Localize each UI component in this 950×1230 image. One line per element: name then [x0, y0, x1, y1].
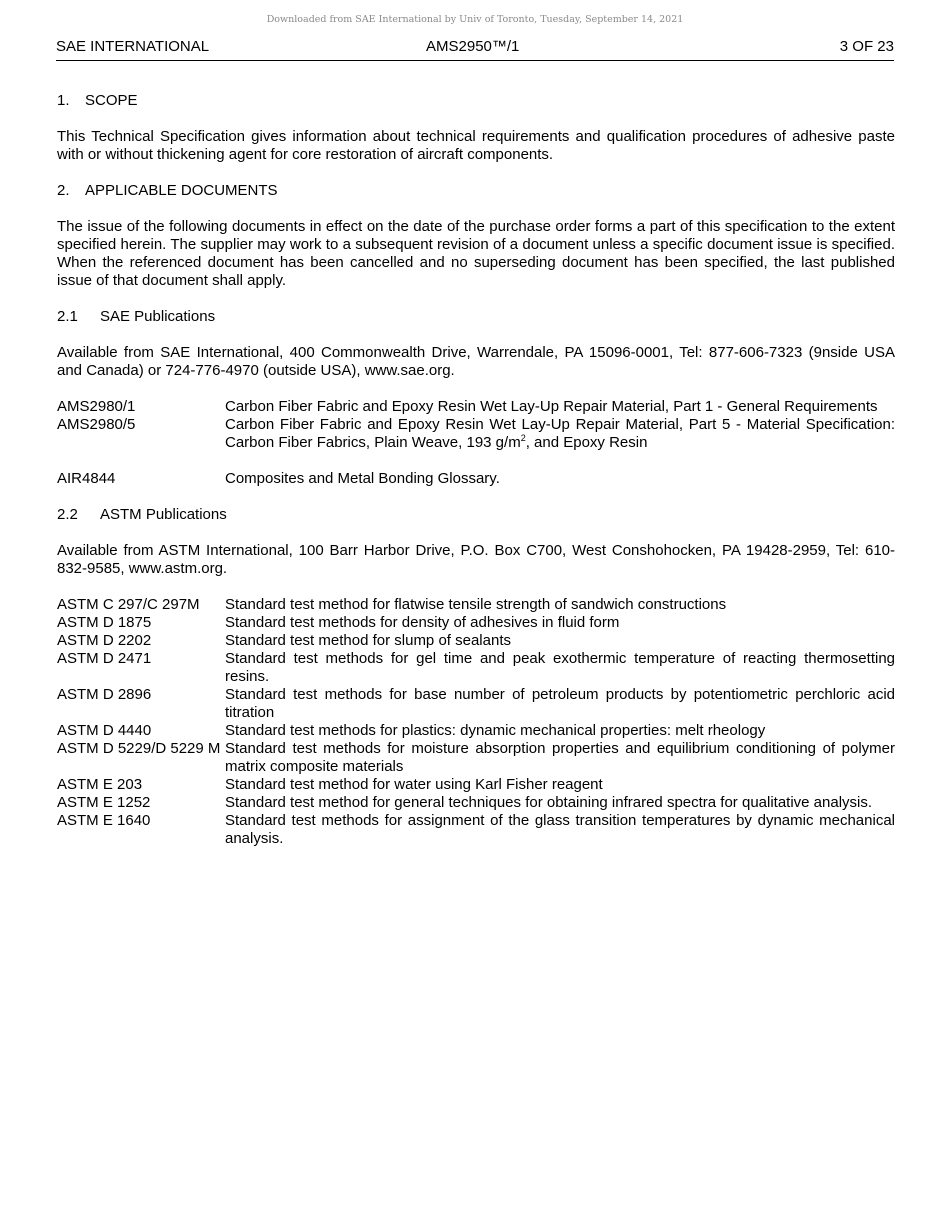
reference-entry [57, 398, 895, 416]
astm-reference-list [57, 596, 895, 848]
reference-title: Standard test methods for moisture absorption properties and equilibrium conditioning of polymer matrix composite materials [225, 740, 895, 775]
reference-title-text: Carbon Fiber Fabric and Epoxy Resin Wet Lay-Up Repair Material, Part 5 - Material Specification: Carbon Fiber Fabrics, Plain Weave, 193 g/m [225, 416, 895, 451]
reference-entry [57, 650, 895, 686]
sae-availability-paragraph: Available from SAE International, 400 Commonwealth Drive, Warrendale, PA 15096-0001, Tel: 877-606-7323 (9nside USA and Canada) or 724-776-4970 (outside USA), www.sae.org. [57, 344, 895, 379]
reference-code: ASTM D 5229/D 5229 M [57, 740, 221, 757]
reference-entry [57, 686, 895, 722]
reference-title: Standard test method for flatwise tensile strength of sandwich constructions [225, 596, 727, 613]
reference-code: ASTM D 4440 [57, 722, 152, 739]
section-title: SAE Publications [100, 308, 216, 325]
reference-entry [57, 794, 895, 812]
reference-code: ASTM D 2471 [57, 650, 152, 667]
scope-paragraph: This Technical Specification gives information about technical requirements and qualification procedures of adhesive paste with or without thickening agent for core restoration of aircraft components. [57, 128, 895, 163]
applicable-documents-paragraph: The issue of the following documents in effect on the date of the purchase order forms a part of this specification to the extent specified herein. The supplier may work to a subsequent revision of a document unless a specific document issue is specified. When the referenced document has been cancelled and no superseding document has been specified, the last published issue of that document shall apply. [57, 218, 895, 289]
reference-title: Standard test method for slump of sealants [225, 632, 511, 649]
reference-title: Standard test methods for base number of petroleum products by potentiometric perchloric acid titration [225, 686, 895, 721]
reference-code: ASTM D 1875 [57, 614, 152, 631]
sae-reference-list [57, 398, 895, 452]
glossary-reference-list [57, 470, 895, 488]
reference-entry [57, 416, 895, 452]
reference-code: ASTM C 297/C 297M [57, 596, 200, 613]
header-page-number: 3 OF 23 [839, 38, 894, 55]
reference-entry [57, 722, 895, 740]
reference-entry [57, 470, 895, 488]
reference-entry [57, 632, 895, 650]
section-heading-sae-publications [57, 308, 895, 326]
reference-entry [57, 776, 895, 794]
header-doc-number: AMS2950™/1 [426, 38, 520, 55]
reference-code: AIR4844 [57, 470, 116, 487]
reference-entry [57, 812, 895, 848]
section-title: SCOPE [85, 92, 138, 109]
download-watermark: Downloaded from SAE International by Univ of Toronto, Tuesday, September 14, 2021 [266, 14, 684, 25]
reference-entry [57, 740, 895, 776]
section-number: 2. [57, 182, 70, 199]
reference-code: ASTM D 2896 [57, 686, 152, 703]
section-title: APPLICABLE DOCUMENTS [85, 182, 278, 199]
section-heading-scope [57, 92, 895, 110]
reference-entry [57, 596, 895, 614]
section-number: 1. [57, 92, 70, 109]
reference-code: ASTM E 1252 [57, 794, 151, 811]
reference-title: Standard test methods for density of adhesives in fluid form [225, 614, 620, 631]
superscript-exponent: 2 [520, 433, 526, 443]
header-organization: SAE INTERNATIONAL [56, 38, 210, 55]
section-title: ASTM Publications [100, 506, 227, 523]
reference-code: ASTM E 203 [57, 776, 143, 793]
reference-title: Standard test methods for plastics: dynamic mechanical properties: melt rheology [225, 722, 766, 739]
reference-code: AMS2980/1 [57, 398, 136, 415]
reference-title: Standard test methods for gel time and peak exothermic temperature of reacting thermosetting resins. [225, 650, 895, 685]
section-heading-astm-publications [57, 506, 895, 524]
running-header [56, 38, 894, 61]
page-content [57, 92, 895, 866]
reference-code: ASTM D 2202 [57, 632, 152, 649]
section-number: 2.1 [57, 308, 78, 325]
section-number: 2.2 [57, 506, 78, 523]
reference-title: Carbon Fiber Fabric and Epoxy Resin Wet Lay-Up Repair Material, Part 1 - General Requirements [225, 398, 878, 415]
reference-entry [57, 614, 895, 632]
reference-code: ASTM E 1640 [57, 812, 151, 829]
reference-title: Standard test methods for assignment of the glass transition temperatures by dynamic mechanical analysis. [225, 812, 895, 847]
section-heading-applicable-documents [57, 182, 895, 200]
reference-title: Standard test method for water using Karl Fisher reagent [225, 776, 603, 793]
astm-availability-paragraph: Available from ASTM International, 100 Barr Harbor Drive, P.O. Box C700, West Conshohocken, PA 19428-2959, Tel: 610-832-9585, www.astm.org. [57, 542, 895, 577]
reference-title: Composites and Metal Bonding Glossary. [225, 470, 500, 487]
reference-title [225, 416, 895, 452]
reference-title-text: , and Epoxy Resin [525, 434, 648, 451]
reference-code: AMS2980/5 [57, 416, 136, 433]
reference-title: Standard test method for general techniques for obtaining infrared spectra for qualitative analysis. [225, 794, 873, 811]
